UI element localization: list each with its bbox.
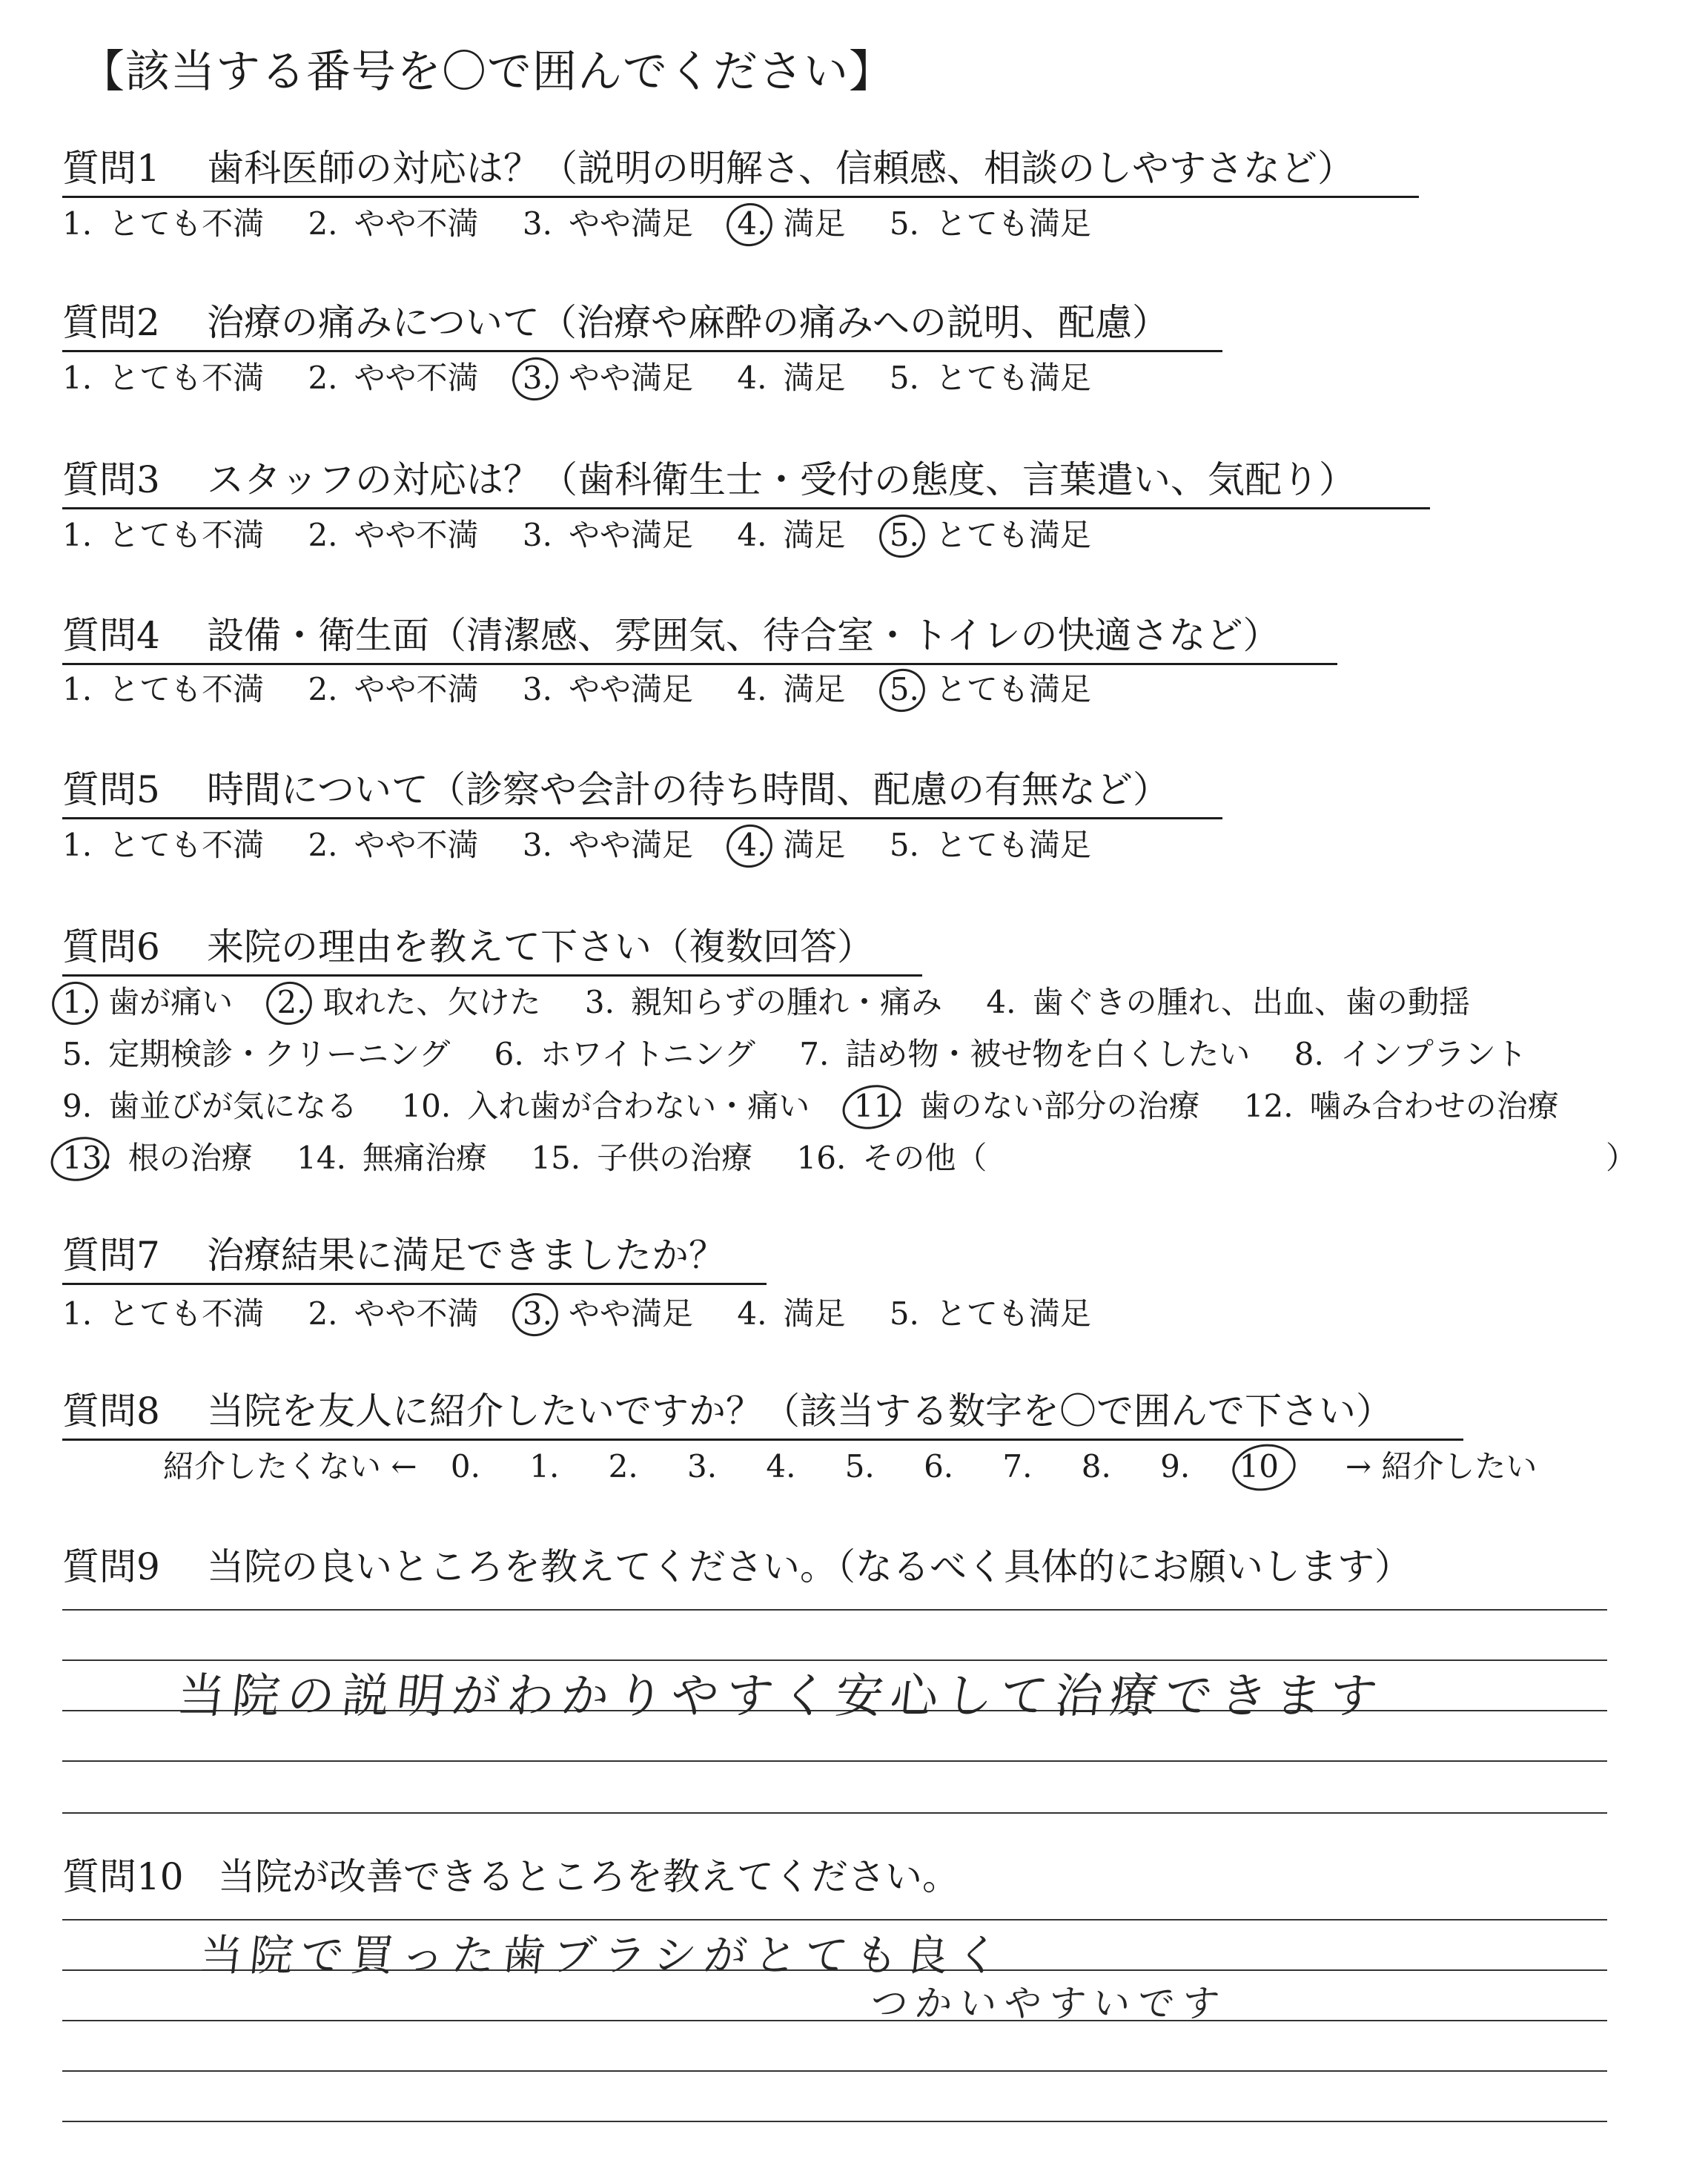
option-selected[interactable]: 5. とても満足 — [890, 667, 1091, 712]
reason-option[interactable]: 15. 子供の治療 — [531, 1140, 753, 1176]
question-10-text: 当院が改善できるところを教えてください。 — [218, 1855, 959, 1898]
option[interactable]: 3. やや満足 — [522, 205, 693, 242]
reason-option-other[interactable]: 16. その他（ — [796, 1140, 987, 1176]
answer-line — [62, 2121, 1607, 2122]
scale-value[interactable]: 0. — [450, 1448, 480, 1484]
question-2-heading — [62, 298, 1222, 352]
option[interactable]: 5. とても満足 — [889, 205, 1091, 242]
option-selected[interactable]: 4. 満足 — [737, 823, 845, 868]
question-1-options — [62, 202, 1125, 246]
option[interactable]: 2. やや不満 — [308, 671, 479, 707]
scale-value[interactable]: 8. — [1081, 1448, 1111, 1484]
reason-option[interactable]: 7. 詰め物・被せ物を白くしたい — [799, 1036, 1251, 1072]
option[interactable]: 5. とても満足 — [889, 360, 1091, 396]
question-8-number: 質問8 — [62, 1390, 160, 1433]
scale-value[interactable]: 5. — [844, 1448, 875, 1484]
question-6-text: 来院の理由を教えて下さい（複数回答） — [207, 925, 874, 968]
answer-line — [62, 1812, 1607, 1814]
question-9-heading — [62, 1542, 1411, 1591]
question-2-text: 治療の痛みについて（治療や麻酔の痛みへの説明、配慮） — [207, 301, 1169, 344]
reason-option[interactable]: 4. 歯ぐきの腫れ、出血、歯の動揺 — [986, 984, 1470, 1020]
option[interactable]: 4. 満足 — [737, 1295, 846, 1332]
question-6-options-row-3 — [62, 1084, 1593, 1129]
question-8-heading — [62, 1387, 1463, 1441]
reason-option[interactable]: 6. ホワイトニング — [494, 1036, 755, 1072]
option[interactable]: 4. 満足 — [737, 671, 846, 707]
question-9-text: 当院の良いところを教えてください。（なるべく具体的にお願いします） — [207, 1545, 1411, 1588]
reason-option[interactable]: 8. インプラント — [1294, 1036, 1527, 1072]
reason-option[interactable]: 10. 入れ歯が合わない・痛い — [401, 1088, 810, 1124]
reason-option-selected[interactable]: 2. 取れた、欠けた — [277, 980, 540, 1025]
option[interactable]: 1. とても不満 — [62, 827, 265, 863]
option-selected[interactable]: 3. やや満足 — [523, 1292, 693, 1336]
question-2-number: 質問2 — [62, 301, 160, 344]
question-4-options — [62, 667, 1125, 712]
scale-value[interactable]: 3. — [686, 1448, 718, 1484]
question-7-heading — [62, 1231, 767, 1285]
option[interactable]: 4. 満足 — [737, 517, 846, 553]
option[interactable]: 1. とても不満 — [62, 671, 265, 707]
question-1-heading — [62, 144, 1419, 198]
option[interactable]: 3. やや満足 — [522, 671, 693, 707]
question-6-options-row-4 — [62, 1136, 1021, 1180]
answer-line — [62, 1609, 1607, 1611]
other-close-paren: ） — [1606, 1140, 1638, 1176]
option[interactable]: 5. とても満足 — [889, 827, 1091, 863]
option[interactable]: 1. とても不満 — [62, 1295, 265, 1332]
scale-value[interactable]: 7. — [1002, 1448, 1033, 1484]
reason-option[interactable]: 12. 噛み合わせの治療 — [1243, 1088, 1559, 1124]
question-3-text: スタッフの対応は？（歯科衛生士・受付の態度、言葉遣い、気配り） — [207, 458, 1356, 501]
option[interactable]: 4. 満足 — [737, 360, 846, 396]
question-5-options — [62, 823, 1125, 868]
reason-option[interactable]: 5. 定期検診・クリーニング — [62, 1036, 451, 1072]
question-3-options — [62, 513, 1125, 558]
option[interactable]: 2. やや不満 — [308, 517, 479, 553]
answer-line — [62, 2070, 1607, 2072]
question-1-number: 質問1 — [62, 147, 160, 190]
reason-option-selected[interactable]: 11. 歯のない部分の治療 — [854, 1084, 1200, 1129]
option[interactable]: 2. やや不満 — [308, 205, 479, 242]
option[interactable]: 2. やや不満 — [308, 1295, 479, 1332]
scale-value[interactable]: 2. — [608, 1448, 638, 1484]
option[interactable]: 1. とても不満 — [62, 360, 265, 396]
question-10-number: 質問10 — [62, 1855, 184, 1898]
question-9-handwritten-answer[interactable]: 当院の説明がわかりやすく安心して治療できます — [174, 1669, 1388, 1724]
question-7-text: 治療結果に満足できましたか？ — [207, 1234, 726, 1277]
question-10-handwritten-answer-line-2[interactable]: つかいやすいです — [868, 1982, 1229, 2025]
scale-low-label: 紹介したくない ← — [163, 1448, 417, 1484]
scale-value[interactable]: 4. — [766, 1448, 796, 1484]
question-5-heading — [62, 765, 1222, 819]
scale-value[interactable]: 1. — [529, 1448, 560, 1484]
question-6-number: 質問6 — [62, 925, 160, 968]
question-1-text: 歯科医師の対応は？（説明の明解さ、信頼感、相談のしやすさなど） — [207, 147, 1354, 190]
question-5-text: 時間について（診察や会計の待ち時間、配慮の有無など） — [207, 768, 1170, 811]
question-6-heading — [62, 922, 922, 977]
scale-value[interactable]: 9. — [1160, 1448, 1191, 1484]
question-7-options — [62, 1292, 1125, 1336]
reason-option[interactable]: 3. 親知らずの腫れ・痛み — [584, 984, 942, 1020]
question-10-heading — [62, 1852, 959, 1901]
question-2-options — [62, 356, 1125, 400]
answer-line — [62, 2020, 1607, 2021]
scale-value-selected[interactable]: 10 — [1239, 1444, 1336, 1489]
question-4-number: 質問4 — [62, 614, 160, 657]
question-10-handwritten-answer-line-1[interactable]: 当院で買った歯ブラシがとても良く — [196, 1930, 1010, 1981]
scale-high-label: → 紹介したい — [1345, 1448, 1537, 1484]
reason-option[interactable]: 14. 無痛治療 — [297, 1140, 487, 1176]
scale-value[interactable]: 6. — [924, 1448, 954, 1484]
question-6-options-row-1 — [62, 980, 1504, 1025]
option-selected[interactable]: 4. 満足 — [737, 202, 845, 246]
option[interactable]: 3. やや満足 — [522, 517, 693, 553]
option-selected[interactable]: 3. やや満足 — [523, 356, 693, 400]
answer-line — [62, 1760, 1607, 1762]
question-4-heading — [62, 611, 1337, 665]
option-selected[interactable]: 5. とても満足 — [890, 513, 1091, 558]
question-8-text: 当院を友人に紹介したいですか？（該当する数字を〇で囲んで下さい） — [207, 1390, 1393, 1433]
page-title: 【該当する番号を〇で囲んでください】 — [80, 46, 894, 98]
option[interactable]: 2. やや不満 — [308, 827, 479, 863]
question-6-options-row-2 — [62, 1032, 1561, 1077]
question-9-number: 質問9 — [62, 1545, 160, 1588]
recommend-scale — [163, 1444, 1537, 1489]
reason-option-selected[interactable]: 13. 根の治療 — [62, 1136, 253, 1180]
option[interactable]: 1. とても不満 — [62, 205, 265, 242]
question-3-number: 質問3 — [62, 458, 160, 501]
question-7-number: 質問7 — [62, 1234, 160, 1277]
option[interactable]: 2. やや不満 — [308, 360, 479, 396]
option[interactable]: 1. とても不満 — [62, 517, 265, 553]
reason-option[interactable]: 9. 歯並びが気になる — [62, 1088, 358, 1124]
question-5-number: 質問5 — [62, 768, 160, 811]
question-3-heading — [62, 455, 1430, 509]
option[interactable]: 5. とても満足 — [889, 1295, 1091, 1332]
reason-option-selected[interactable]: 1. 歯が痛い — [62, 980, 233, 1025]
option[interactable]: 3. やや満足 — [522, 827, 693, 863]
question-4-text: 設備・衛生面（清潔感、雰囲気、待合室・トイレの快適さなど） — [207, 614, 1280, 657]
